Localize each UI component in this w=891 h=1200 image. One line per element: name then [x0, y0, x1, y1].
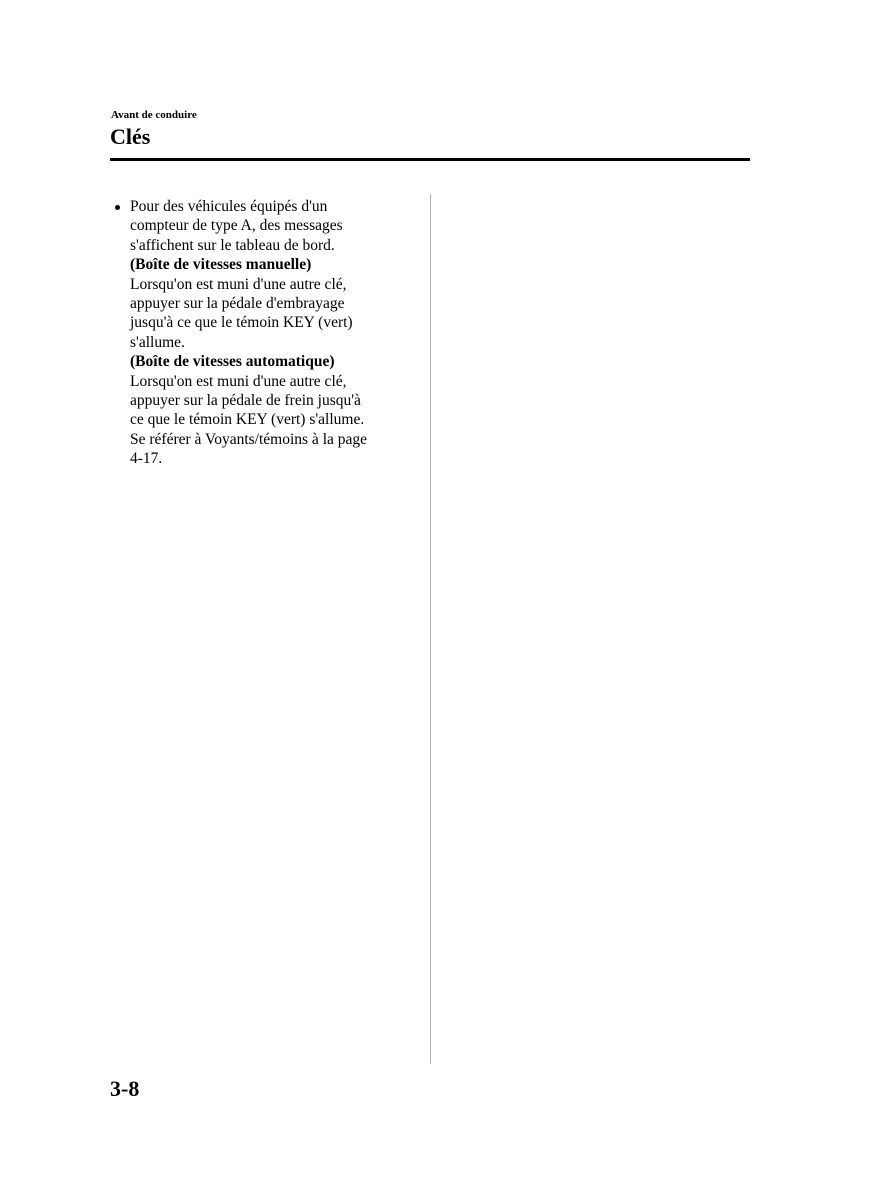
manual-line: s'allume. — [130, 333, 185, 351]
title-rule — [110, 158, 750, 161]
manual-line: jusqu'à ce que le témoin KEY (vert) — [130, 314, 353, 332]
section-label: Avant de conduire — [111, 109, 197, 121]
content-column — [112, 197, 412, 469]
bullet-icon — [115, 205, 120, 210]
manual-line: Lorsqu'on est muni d'une autre clé, — [130, 275, 347, 293]
automatic-heading: (Boîte de vitesses automatique) — [130, 353, 335, 371]
intro-line: Pour des véhicules équipés d'un — [130, 198, 328, 215]
column-divider — [430, 194, 431, 1064]
intro-line: compteur de type A, des messages — [130, 217, 343, 235]
reference-line: Se référer à Voyants/témoins à la page — [130, 430, 368, 448]
manual-line: appuyer sur la pédale d'embrayage — [130, 295, 345, 313]
automatic-line: ce que le témoin KEY (vert) s'allume. — [130, 411, 365, 429]
page-number: 3-8 — [110, 1076, 140, 1101]
automatic-line: Lorsqu'on est muni d'une autre clé, — [130, 372, 347, 390]
reference-line: 4-17. — [130, 450, 163, 468]
automatic-line: appuyer sur la pédale de frein jusqu'à — [130, 392, 361, 410]
intro-line: s'affichent sur le tableau de bord. — [130, 236, 335, 254]
bullet-item — [112, 197, 412, 469]
page-title: Clés — [110, 124, 151, 149]
manual-heading: (Boîte de vitesses manuelle) — [130, 256, 312, 274]
